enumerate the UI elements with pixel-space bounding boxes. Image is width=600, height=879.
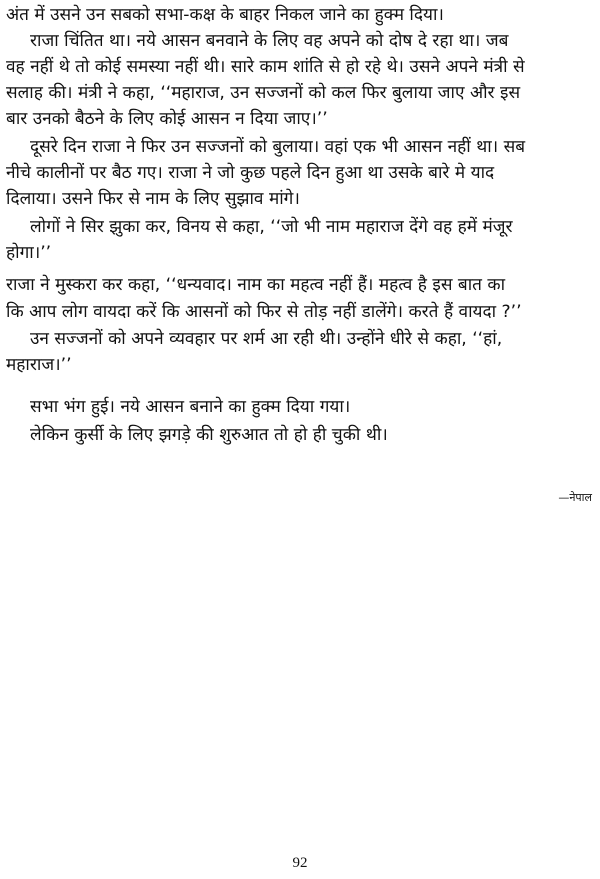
story-line: महाराज।’’ — [6, 355, 72, 375]
story-line: बार उनको बैठने के लिए कोई आसन न दिया जाए।’’ — [6, 109, 328, 129]
story-line: उन सज्जनों को अपने व्यवहार पर शर्म आ रही थी। उन्होंने धीरे से कहा, ‘‘हां, — [30, 329, 503, 349]
story-line: दूसरे दिन राजा ने फिर उन सज्जनों को बुलाया। वहां एक भी आसन नहीं था। सब — [30, 137, 526, 157]
page-number: 92 — [292, 855, 308, 871]
story-line: अंत में उसने उन सबको सभा-कक्ष के बाहर निकल जाने का हुक्म दिया। — [6, 5, 444, 25]
story-line: राजा चिंतित था। नये आसन बनवाने के लिए वह अपने को दोष दे रहा था। जब — [30, 31, 509, 51]
story-line: सलाह की। मंत्री ने कहा, ‘‘महाराज, उन सज्जनों को कल फिर बुलाया जाए और इस — [6, 83, 521, 103]
story-line: लेकिन कुर्सी के लिए झगड़े की शुरुआत तो हो ही चुकी थी। — [30, 425, 388, 445]
story-line: वह नहीं थे तो कोई समस्या नहीं थी। सारे काम शांति से हो रहे थे। उसने अपने मंत्री से — [6, 57, 525, 77]
story-line: नीचे कालीनों पर बैठ गए। राजा ने जो कुछ पहले दिन हुआ था उसके बारे मे याद — [6, 163, 495, 183]
story-line: दिलाया। उसने फिर से नाम के लिए सुझाव मांगे। — [6, 189, 300, 209]
story-line: राजा ने मुस्करा कर कहा, ‘‘धन्यवाद। नाम का महत्व नहीं हैं। महत्व है इस बात का — [6, 275, 506, 295]
story-line: कि आप लोग वायदा करें कि आसनों को फिर से तोड़ नहीं डालेंगे। करते हैं वायदा ?’’ — [6, 302, 522, 322]
story-line: सभा भंग हुई। नये आसन बनाने का हुक्म दिया गया। — [30, 397, 351, 417]
story-line: लोगों ने सिर झुका कर, विनय से कहा, ‘‘जो भी नाम महाराज देंगे वह हमें मंजूर — [30, 217, 513, 237]
author-signature: —नेपाल — [558, 491, 592, 504]
story-line: होगा।’’ — [6, 243, 52, 263]
